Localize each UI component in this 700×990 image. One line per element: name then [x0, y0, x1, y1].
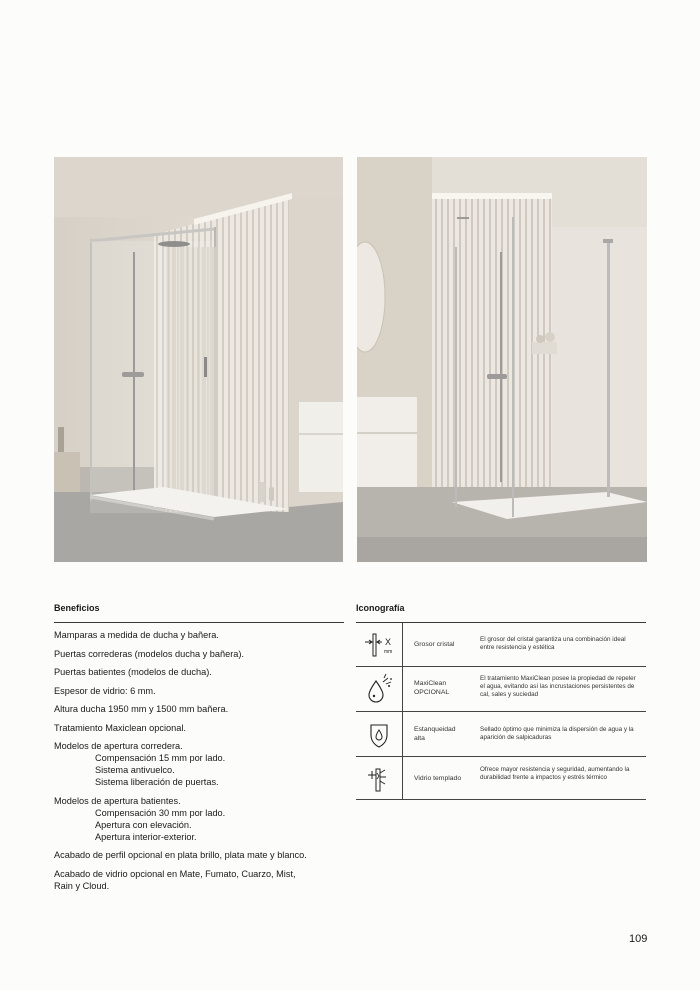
iconography-table — [356, 623, 646, 800]
shower-hinged-door-photo — [357, 157, 647, 562]
hinged-models-group — [54, 795, 344, 843]
glass-thickness-unit: mm — [384, 649, 393, 655]
profile-finish-text: Acabado de perfil opcional en plata brillo, plata mate y blanco. — [54, 850, 307, 860]
table-row — [356, 757, 646, 800]
list-item: Puertas correderas (modelos ducha y bañera). — [54, 648, 244, 659]
tempered-glass-label: Vidrio templado — [414, 775, 462, 782]
column-divider — [402, 667, 403, 711]
sliding-models-title: Modelos de apertura corredera. — [54, 741, 183, 751]
table-row — [356, 667, 646, 712]
shower-sliding-door-photo — [54, 157, 343, 562]
hinged-sub-item: Apertura con elevación. — [95, 819, 192, 830]
tempered-glass-icon — [362, 761, 396, 795]
tempered-glass-desc: Ofrece mayor resistencia y seguridad, aumentando la durabilidad frente a impactos y estrés térmico — [480, 766, 630, 781]
iconography-title: Iconografía — [356, 603, 405, 613]
hinged-models-title: Modelos de apertura batientes. — [54, 795, 181, 806]
sliding-sub-item: Compensación 15 mm por lado. — [95, 753, 226, 763]
sliding-models-group — [54, 740, 344, 788]
maxiclean-label — [414, 680, 449, 697]
watertight-label — [414, 726, 456, 743]
hinged-sub-item: Apertura interior-exterior. — [95, 831, 197, 842]
watertight-desc: Sellado óptimo que minimiza la dispersión de agua y la aparición de salpicaduras — [480, 726, 634, 741]
list-item: Puertas batientes (modelos de ducha). — [54, 667, 212, 677]
benefits-title: Beneficios — [54, 603, 100, 613]
benefits-list — [54, 629, 344, 898]
sliding-sub-item: Sistema antivuelco. — [95, 765, 175, 775]
glass-finish-text: Acabado de vidrio opcional en Mate, Fumato, Cuarzo, Mist, Rain y Cloud. — [54, 868, 296, 891]
list-item: Espesor de vidrio: 6 mm. — [54, 685, 156, 696]
page-number: 109 — [629, 933, 648, 945]
table-row — [356, 623, 646, 667]
maxiclean-label-line1: MaxiClean — [414, 680, 447, 687]
glass-thickness-icon — [362, 628, 396, 662]
maxiclean-desc: El tratamiento MaxiClean posee la propiedad de repeler el agua, evitando así las incrustaciones persistentes de cal, sales y suciedad — [480, 675, 636, 698]
watertight-label-line2: alta — [414, 734, 425, 742]
column-divider — [402, 757, 403, 799]
list-item: Mamparas a medida de ducha y bañera. — [54, 630, 219, 640]
glass-thickness-label: Grosor cristal — [414, 641, 455, 648]
benefits-divider — [54, 622, 344, 623]
column-divider — [402, 623, 403, 666]
glass-thickness-desc: El grosor del cristal garantiza una combinación ideal entre resistencia y estética — [480, 636, 626, 651]
list-item: Altura ducha 1950 mm y 1500 mm bañera. — [54, 704, 229, 714]
maxiclean-drop-icon — [362, 672, 396, 706]
sliding-sub-item: Sistema liberación de puertas. — [95, 777, 219, 787]
hinged-sub-item: Compensación 30 mm por lado. — [95, 807, 226, 818]
maxiclean-label-line2: OPCIONAL — [414, 688, 450, 696]
list-item: Tratamiento Maxiclean opcional. — [54, 722, 186, 733]
column-divider — [402, 712, 403, 756]
table-row — [356, 712, 646, 757]
watertight-shield-icon — [362, 717, 396, 751]
watertight-label-line1: Estanqueidad — [414, 726, 456, 733]
glass-thickness-x: X — [385, 637, 392, 647]
